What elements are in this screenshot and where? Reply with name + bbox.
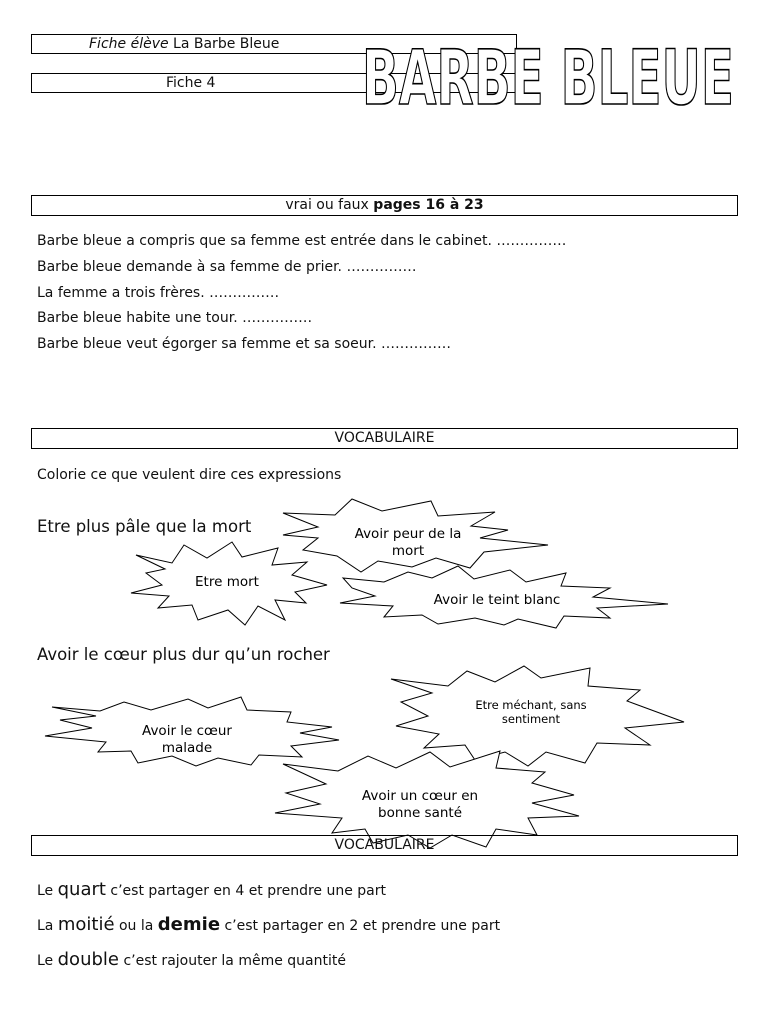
statement-4: Barbe bleue habite une tour. …………… [37, 310, 313, 326]
fiche-title-label: La Barbe Bleue [173, 36, 280, 52]
quart-post: c’est partager en 4 et prendre une part [110, 883, 386, 899]
choice-avoir-le-coeur-malade[interactable] [45, 697, 339, 766]
quart-pre: Le [37, 883, 54, 899]
big-title-wordart [356, 38, 740, 110]
choice-avoir-peur-de-la-mort[interactable] [283, 499, 548, 572]
choice-text: Avoir le cœur malade [142, 723, 232, 756]
choice-etre-mort[interactable] [131, 542, 327, 625]
choice-text: Avoir le teint blanc [433, 592, 561, 608]
quart-word: quart [57, 879, 106, 900]
explosion-shapes [0, 490, 768, 850]
expression-1: Etre plus pâle que la mort [37, 517, 252, 536]
choice-text-line: malade [161, 740, 213, 756]
definition-moitie [37, 915, 500, 936]
moitie-word: moitié [57, 914, 115, 935]
true-false-heading-box [31, 195, 738, 216]
vocab2-heading-box [31, 835, 738, 856]
vocab2-heading: VOCABULAIRE [334, 837, 435, 853]
choice-text: Avoir peur de la mort [354, 526, 462, 559]
choice-text: Etre mort [195, 574, 259, 590]
statement-1: Barbe bleue a compris que sa femme est entrée dans le cabinet. …………… [37, 233, 567, 249]
fiche-number-label: Fiche 4 [166, 75, 216, 91]
true-false-heading-prefix: vrai ou faux [285, 197, 369, 213]
choice-etre-mechant[interactable] [391, 666, 684, 766]
vocab1-instruction: Colorie ce que veulent dire ces expressions [37, 467, 342, 483]
demie-word: demie [157, 914, 221, 935]
choice-avoir-le-teint-blanc[interactable] [340, 566, 668, 628]
double-word: double [57, 949, 119, 970]
definition-double [37, 950, 346, 971]
big-title-text: BARBE BLEUE [362, 38, 734, 110]
statement-3: La femme a trois frères. …………… [37, 285, 280, 301]
definition-quart [37, 880, 386, 901]
vocab1-heading: VOCABULAIRE [334, 430, 435, 446]
choice-avoir-un-coeur-en-bonne-sante[interactable] [275, 751, 579, 848]
choice-text-line: mort [391, 543, 425, 559]
choice-text-line: sentiment [501, 712, 561, 726]
choice-text: Avoir un cœur en bonne santé [361, 788, 479, 821]
double-pre: Le [37, 953, 54, 969]
statement-2: Barbe bleue demande à sa femme de prier. …………… [37, 259, 417, 275]
vocab1-heading-box [31, 428, 738, 449]
moitie-post: c’est partager en 2 et prendre une part [224, 918, 501, 934]
moitie-pre: La [37, 918, 54, 934]
moitie-mid: ou la [118, 918, 154, 934]
choice-text: Etre méchant, sans sentiment [475, 698, 587, 726]
choice-text-line: bonne santé [378, 805, 462, 821]
expression-2: Avoir le cœur plus dur qu’un rocher [37, 645, 330, 664]
double-post: c’est rajouter la même quantité [123, 953, 346, 969]
fiche-italic-label: Fiche élève [89, 36, 169, 52]
statement-5: Barbe bleue veut égorger sa femme et sa soeur. …………… [37, 336, 452, 352]
true-false-heading-pages: pages 16 à 23 [373, 197, 484, 213]
